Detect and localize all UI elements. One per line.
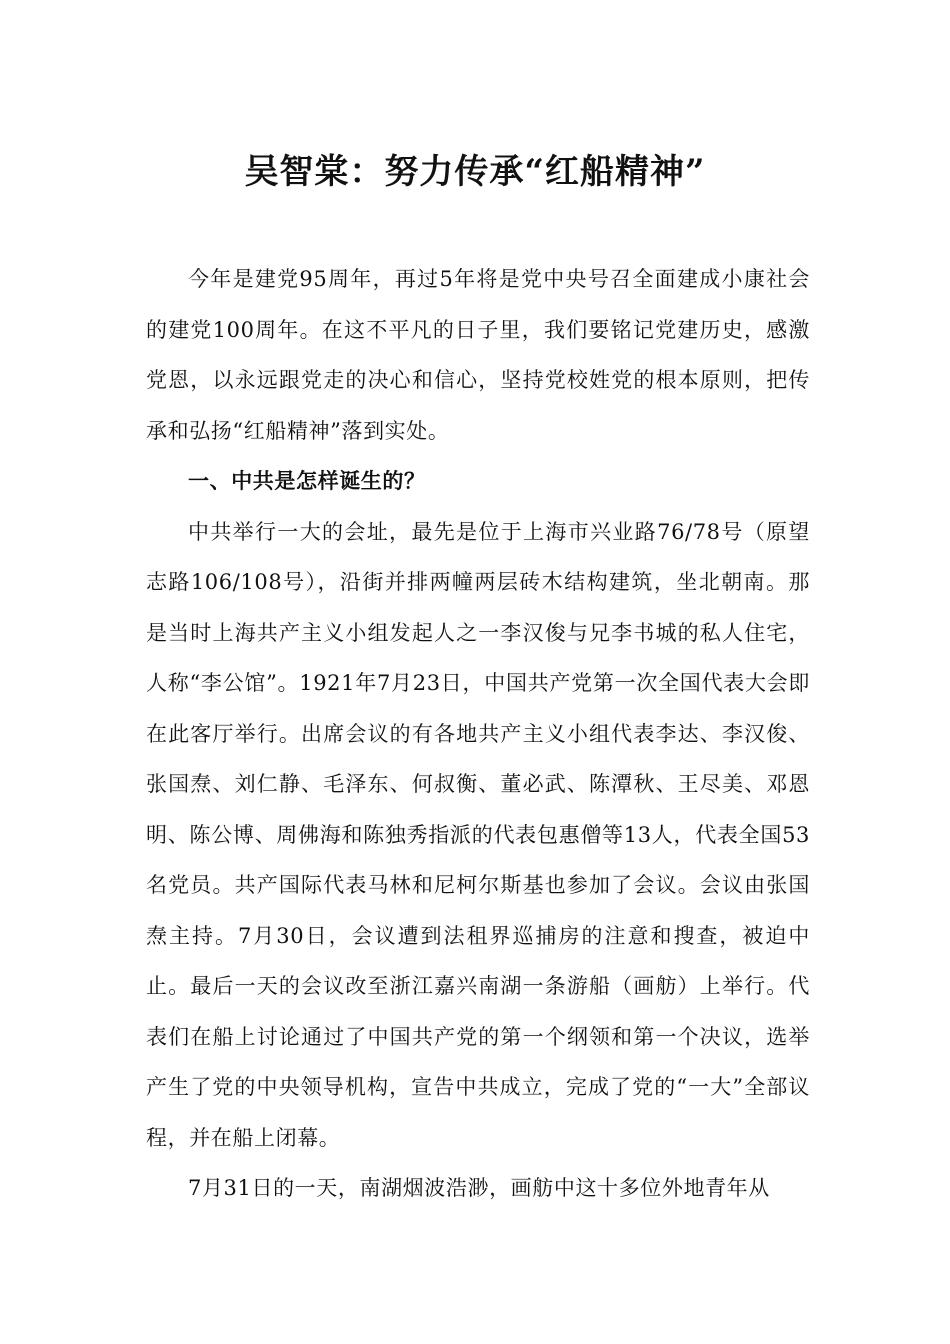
document-title: 吴智棠：努力传承“红船精神” (244, 152, 706, 192)
paragraph-intro: 今年是建党95周年，再过5年将是党中央号召全面建成小康社会的建党100周年。在这不平凡的日子里，我们要铭记党建历史，感激党恩，以永远跟党走的决心和信心，坚持党校姓党的根本原则，把传承和弘扬“红船精神”落到实处。 (146, 267, 810, 443)
paragraph-history: 中共举行一大的会址，最先是位于上海市兴业路76/78号（原望志路106/108号），沿街并排两幢两层砖木结构建筑，坐北朝南。那是当时上海共产主义小组发起人之一李汉俊与兄李书城的私人住宅，人称“李公馆”。1921年7月23日，中国共产党第一次全国代表大会即在此客厅举行。出席会议的有各地共产主义小组代表李达、李汉俊、张国焘、刘仁静、毛泽东、何叔衡、董必武、陈潭秋、王尽美、邓恩明、陈公博、周佛海和陈独秀指派的代表包惠僧等13人，代表全国53名党员。共产国际代表马林和尼柯尔斯基也参加了会议。会议由张国焘主持。7月30日，会议遭到法租界巡捕房的注意和搜查，被迫中止。最后一天的会议改至浙江嘉兴南湖一条游船（画舫）上举行。代表们在船上讨论通过了中国共产党的第一个纲领和第一个决议，选举产生了党的中央领导机构，宣告中共成立，完成了党的“一大”全部议程，并在船上闭幕。 (146, 519, 810, 1150)
paragraph-continued: 7月31日的一天，南湖烟波浩渺，画舫中这十多位外地青年从 (188, 1176, 770, 1200)
document-body (146, 254, 810, 1214)
section-heading: 一、中共是怎样诞生的？ (188, 469, 426, 493)
